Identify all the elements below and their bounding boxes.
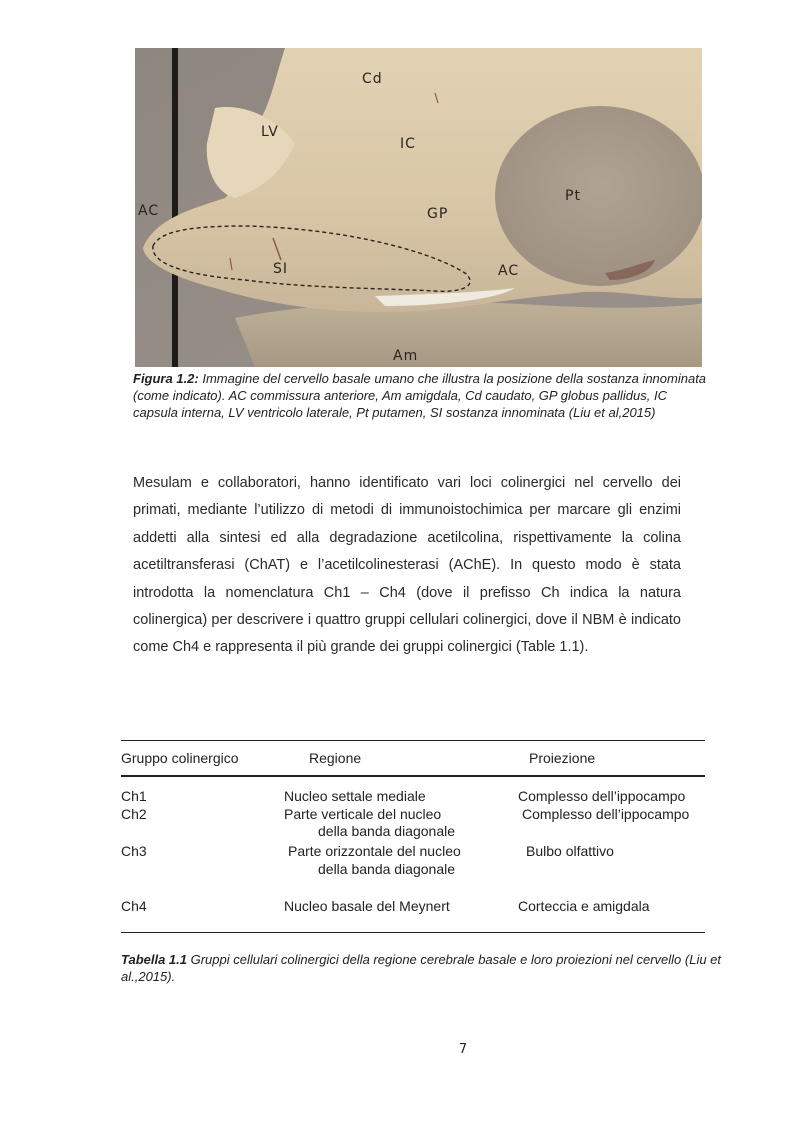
table-header-rule [121,775,705,777]
page-number: 7 [458,1042,468,1057]
label-ac-left: AC [138,203,160,219]
label-ac-right: AC [498,263,520,279]
table-cell-group: Ch1 [121,788,147,804]
table-caption-label: Tabella 1.1 [121,952,187,967]
label-gp: GP [427,206,449,222]
table-header-projection: Proiezione [529,750,596,766]
figure-caption [133,370,713,421]
label-si: SI [273,261,289,277]
table-cell-projection: Bulbo olfattivo [526,843,614,859]
label-lv: LV [261,124,279,140]
table-cell-projection: Corteccia e amigdala [518,898,650,914]
label-ic: IC [400,136,416,152]
table-cell-region: Nucleo basale del Meynert [284,898,450,914]
table-cell-projection: Complesso dell’ippocampo [518,788,686,804]
table-header-group: Gruppo colinergico [121,750,239,766]
table-cell-group: Ch2 [121,806,147,822]
table-cell-region: Parte orizzontale del nucleo [288,843,461,859]
label-am: Am [393,348,419,364]
body-paragraph: Mesulam e collaboratori, hanno identificato vari loci colinergici nel cervello dei primati, mediante l’utilizzo di metodi di immunoistochimica per marcare gli enzimi addetti alla sintesi ed alla degradazione acetilcolina, rispettivamente la colina acetiltransferasi (ChAT) e l’acetilcolinesterasi (AChE). In questo modo è stata introdotta la nomenclatura Ch1 – Ch4 (dove il prefisso Ch indica la natura colinergica) per descrivere i quattro gruppi cellulari colinergici, dove il NBM è indicato come Ch4 e rappresenta il più grande dei gruppi colinergici (Table 1.1). [133,475,681,656]
table-cell-group: Ch4 [121,898,147,914]
table-caption-text: Gruppi cellulari colinergici della regione cerebrale basale e loro proiezioni nel cervello (Liu et al.,2015). [121,952,722,984]
brain-section-image [135,48,702,367]
table-cell-region: Parte verticale del nucleo [284,806,442,822]
figure-caption-text: Immagine del cervello basale umano che illustra la posizione della sostanza innominata (come indicato). AC commissura anteriore, Am amigdala, Cd caudato, GP globus pallidus, IC capsula interna, LV ventricolo laterale, Pt putamen, SI sostanza innominata (Liu et al,2015) [133,371,707,420]
table-cell-region: Nucleo settale mediale [284,788,426,804]
brain-section-figure [135,48,702,367]
table-cell-group: Ch3 [121,843,147,859]
table-header-region: Regione [309,750,362,766]
table-cell-region-cont: della banda diagonale [318,861,456,877]
label-cd: Cd [362,71,383,87]
table-caption [121,951,721,985]
table-cell-projection: Complesso dell’ippocampo [522,806,690,822]
table-cell-region-cont: della banda diagonale [318,823,456,839]
figure-caption-label: Figura 1.2: [133,371,199,386]
table-top-rule [121,740,705,741]
table-bottom-rule [121,932,705,933]
label-pt: Pt [565,188,581,204]
